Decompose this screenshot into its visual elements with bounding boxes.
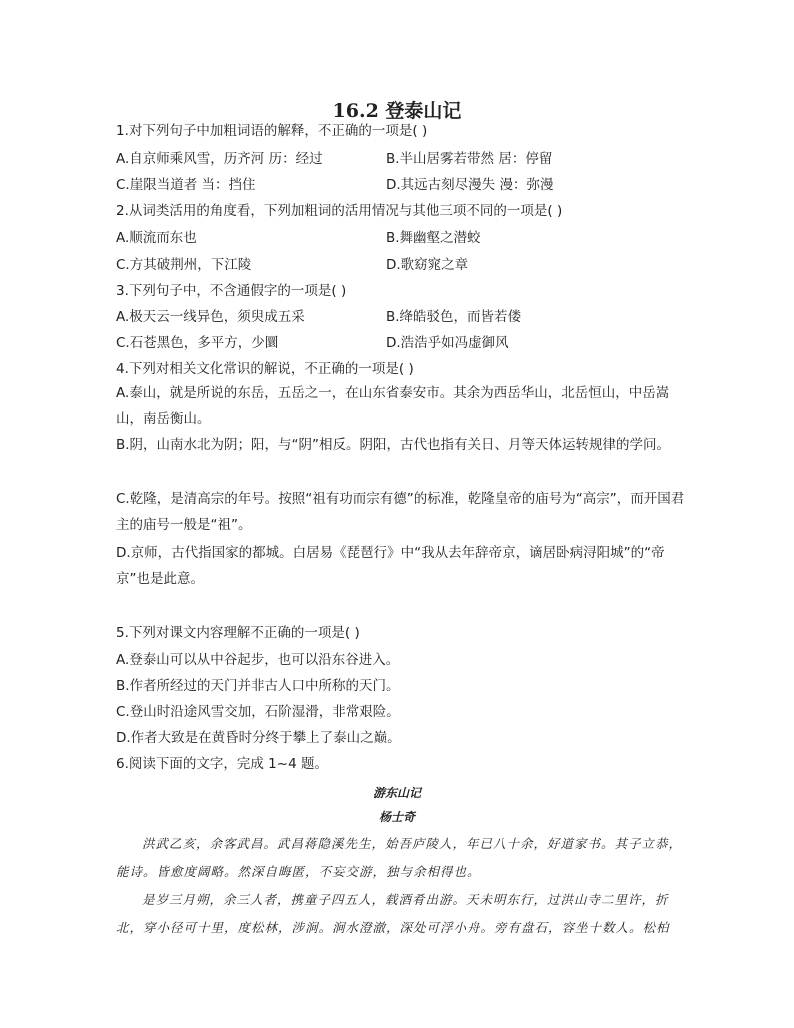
question-6-stem: 6.阅读下面的文字，完成 1~4 题。 [116, 756, 328, 772]
question-4-option-a: A.泰山，就是所说的东岳，五岳之一，在山东省泰安市。其余为西岳华山，北岳恒山，中岳嵩山，南岳衡山。 [116, 385, 670, 427]
question-1-option-b: B.半山居雾若带然 居：停留 [386, 151, 553, 167]
question-2-option-c: C.方其破荆州，下江陵 [116, 257, 252, 273]
question-3-option-c: C.石苍黑色，多平方，少圜 [116, 335, 279, 351]
question-5-stem: 5.下列对课文内容理解不正确的一项是( ) [116, 625, 360, 641]
question-1-stem: 1.对下列句子中加粗词语的解释，不正确的一项是( ) [116, 123, 428, 139]
question-5-option-d: D.作者大致是在黄昏时分终于攀上了泰山之巅。 [116, 730, 401, 746]
question-4-option-b: B.阴，山南水北为阴；阳，与“阴”相反。阴阳，古代也指有关日、月等天体运转规律的学问。 [116, 437, 671, 453]
question-5-option-a: A.登泰山可以从中谷起步，也可以沿东谷进入。 [116, 652, 400, 668]
question-2-option-b: B.舞幽壑之潜蛟 [386, 230, 481, 246]
question-3-option-b: B.绛皓驳色，而皆若偻 [386, 309, 522, 325]
passage-title: 游东山记 [372, 786, 421, 800]
question-1-option-d: D.其远古刻尽漫失 漫：弥漫 [386, 177, 554, 193]
question-2-stem: 2.从词类活用的角度看，下列加粗词的活用情况与其他三项不同的一项是( ) [116, 203, 563, 219]
question-4-option-d: D.京师，古代指国家的都城。白居易《琵琶行》中“我从去年辞帝京，谪居卧病浔阳城”的“帝京”也是此意。 [116, 545, 665, 587]
question-4-option-c: C.乾隆，是清高宗的年号。按照“祖有功而宗有德”的标准，乾隆皇帝的庙号为“高宗”，而开国君主的庙号一般是“祖”。 [116, 491, 685, 533]
question-3-stem: 3.下列句子中，不含通假字的一项是( ) [116, 283, 347, 299]
passage-paragraph-1: 洪武乙亥，余客武昌。武昌蒋隐溪先生，始吾庐陵人，年已八十余，好道家书。其子立恭，能诗。皆愈度阔略。然深自晦匿，不妄交游，独与余相得也。 [116, 836, 683, 879]
passage-author: 杨士奇 [378, 810, 415, 824]
question-3-option-a: A.极天云一线异色，须臾成五采 [116, 309, 305, 325]
question-5-option-b: B.作者所经过的天门并非古人口中所称的天门。 [116, 678, 400, 694]
question-5-option-c: C.登山时沿途风雪交加，石阶湿滑，非常艰险。 [116, 704, 400, 720]
question-3-option-d: D.浩浩乎如冯虚御风 [386, 335, 509, 351]
question-1-option-a: A.自京师乘风雪，历齐河 历：经过 [116, 151, 323, 167]
question-2-option-d: D.歌窈窕之章 [386, 257, 469, 273]
question-4-stem: 4.下列对相关文化常识的解说，不正确的一项是( ) [116, 361, 414, 377]
passage-paragraph-2: 是岁三月朔，余三人者，携童子四五人，载酒肴出游。天未明东行，过洪山寺二里许，折北，穿小径可十里，度松林，涉涧。涧水澄澈，深处可浮小舟。旁有盘石，容坐十数人。松柏 [116, 892, 670, 935]
question-2-option-a: A.顺流而东也 [116, 230, 197, 246]
question-1-option-c: C.崖限当道者 当：挡住 [116, 177, 256, 193]
page-title: 16.2 登泰山记 [332, 100, 462, 122]
